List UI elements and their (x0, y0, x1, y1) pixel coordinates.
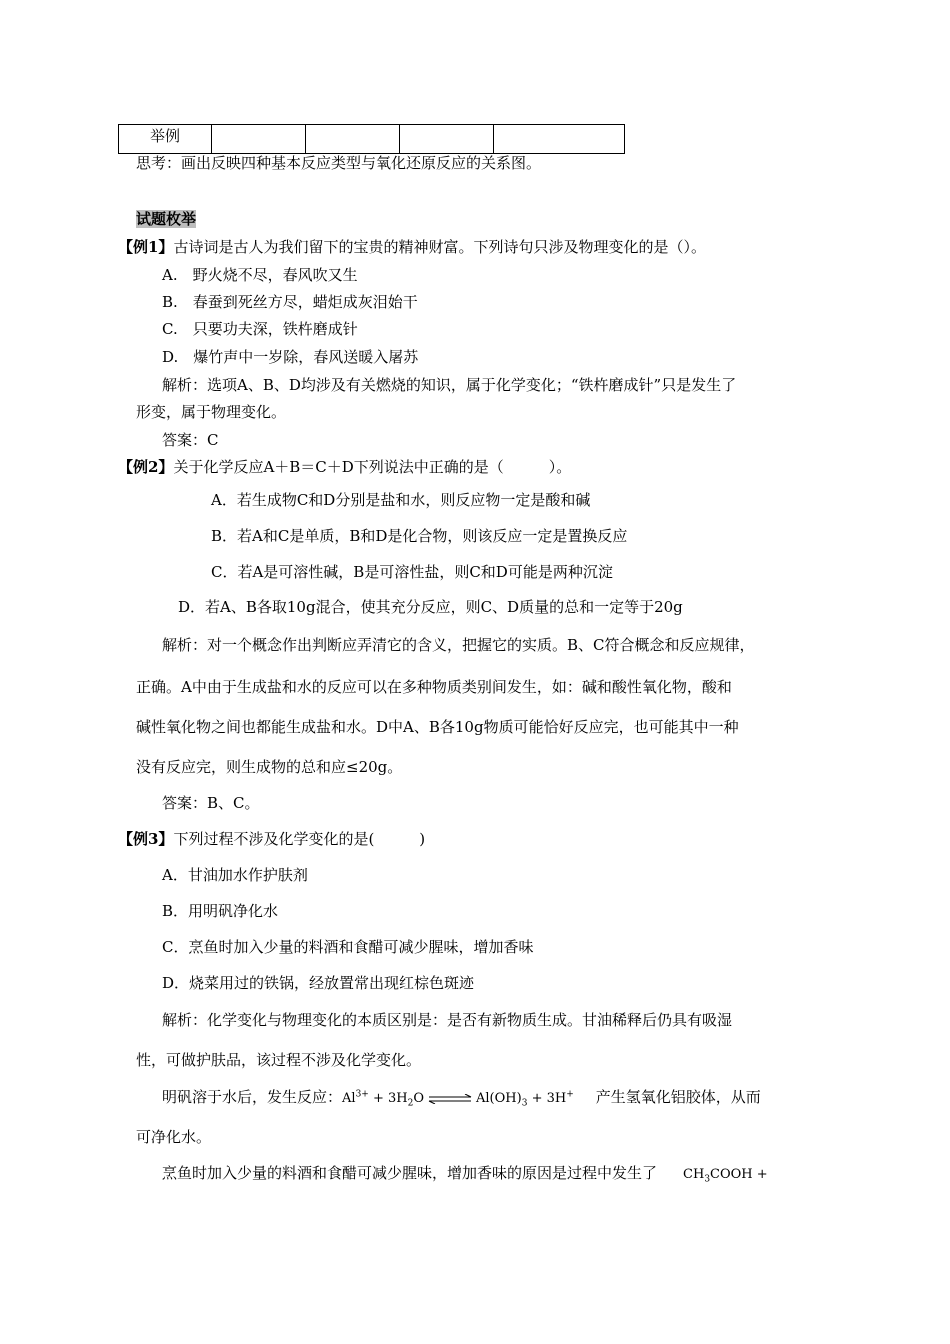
ex2-option-c: C．若A是可溶性碱，B是可溶性盐，则C和D可能是两种沉淀 (211, 563, 613, 581)
ex2-option-a: A．若生成物C和D分别是盐和水，则反应物一定是酸和碱 (211, 491, 591, 509)
ex3-analysis-line: 解析：化学变化与物理变化的本质区别是：是否有新物质生成。甘油稀释后仍具有吸湿 (162, 1011, 733, 1029)
ex3-option-b: B．用明矾净化水 (162, 902, 279, 920)
ex2-question: 关于化学反应A＋B＝C＋D下列说法中正确的是（ ）。 (173, 458, 572, 476)
ex1-option-c: C. 只要功夫深，铁杵磨成针 (162, 320, 358, 338)
acetic-acid-formula: $CH_3COOH$ + (683, 1167, 768, 1185)
table-row-label: 举例 (119, 125, 212, 154)
table-cell (494, 125, 625, 154)
ex2-answer: 答案：B、C。 (162, 794, 260, 812)
reversible-arrow-icon (428, 1094, 472, 1104)
ex3-option-d: D．烧菜用过的铁锅，经放置常出现红棕色斑迹 (162, 974, 475, 992)
ex1-tag: 【例1】 (118, 238, 174, 256)
alum-line-2: 可净化水。 (136, 1128, 212, 1146)
ex2-question-line (118, 460, 571, 475)
ex1-question-line (118, 240, 706, 255)
ex2-analysis-line: 碱性氧化物之间也都能生成盐和水。D中A、B各10g物质可能恰好反应完，也可能其中一种 (136, 718, 739, 736)
ex1-option-b: B. 春蚕到死丝方尽，蜡炬成灰泪始干 (162, 293, 418, 311)
last-line (162, 1164, 768, 1185)
ex2-analysis-line: 解析：对一个概念作出判断应弄清它的含义，把握它的实质。B、C符合概念和反应规律， (162, 636, 755, 654)
ex3-question: 下列过程不涉及化学变化的是( ) (173, 830, 426, 848)
ex2-analysis-line: 正确。A中由于生成盐和水的反应可以在多种物质类别间发生，如：碱和酸性氧化物，酸和 (136, 678, 732, 696)
alum-suffix: 产生氢氧化铝胶体，从而 (595, 1088, 761, 1106)
think-prompt: 思考：画出反映四种基本反应类型与氧化还原反应的关系图。 (136, 154, 542, 172)
ex3-tag: 【例3】 (118, 830, 174, 848)
last-line-text: 烹鱼时加入少量的料酒和食醋可减少腥味，增加香味的原因是过程中发生了 (162, 1164, 658, 1182)
table-cell (400, 125, 494, 154)
ex2-tag: 【例2】 (118, 458, 174, 476)
ex1-option-d: D. 爆竹声中一岁除，春风送暖入屠苏 (162, 348, 419, 366)
ex2-option-d: D．若A、B各取10g混合，使其充分反应，则C、D质量的总和一定等于20g (178, 598, 683, 616)
alum-equation-line (162, 1088, 761, 1109)
ex2-option-b: B．若A和C是单质，B和D是化合物，则该反应一定是置换反应 (211, 527, 628, 545)
alum-prefix: 明矾溶于水后，发生反应： (162, 1088, 343, 1106)
ex2-analysis-line: 没有反应完，则生成物的总和应≤20g。 (136, 758, 403, 776)
ex1-analysis-cont: 形变，属于物理变化。 (136, 403, 287, 421)
ex1-question: 古诗词是古人为我们留下的宝贵的精神财富。下列诗句只涉及物理变化的是（）。 (173, 238, 706, 256)
ex3-question-line (118, 832, 425, 847)
ex3-analysis-line: 性，可做护肤品，该过程不涉及化学变化。 (136, 1051, 422, 1069)
alum-equation: $Al^{3+} + 3H_2O$ $Al(OH)_3 + 3H^+$ (342, 1089, 574, 1109)
table-row (119, 125, 625, 154)
section-title: 试题枚举 (136, 210, 197, 228)
ex1-answer: 答案：C (162, 431, 219, 449)
ex1-analysis: 解析：选项A、B、D均涉及有关燃烧的知识，属于化学变化；“铁杵磨成针”只是发生了 (162, 376, 737, 394)
ex3-option-a: A．甘油加水作护肤剂 (162, 866, 308, 884)
table-cell (212, 125, 306, 154)
ex3-option-c: C．烹鱼时加入少量的料酒和食醋可减少腥味，增加香味 (162, 938, 534, 956)
ex1-option-a: A. 野火烧不尽，春风吹又生 (162, 266, 358, 284)
classification-table (118, 124, 625, 154)
table-cell (306, 125, 400, 154)
